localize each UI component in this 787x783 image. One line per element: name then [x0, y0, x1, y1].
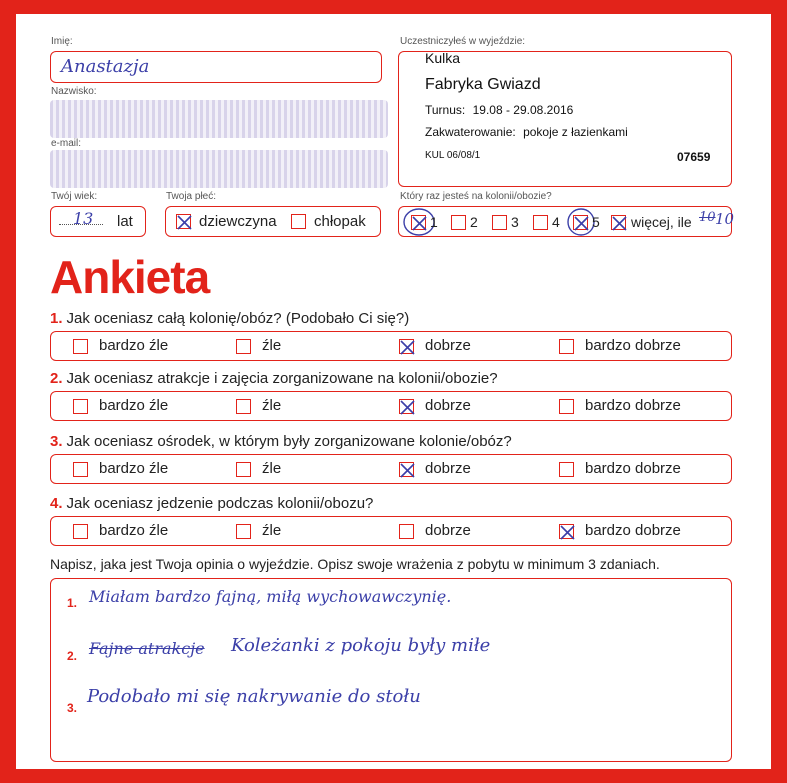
question-1-label: Jak oceniasz całą kolonię/obóz? (Podobało Ci się?): [66, 310, 410, 327]
question-2-option-4-checkbox[interactable]: [559, 399, 574, 414]
camp-accommodation: [425, 125, 628, 139]
times-label: Który raz jesteś na kolonii/obozie?: [400, 191, 552, 202]
opinion-2-num: 2.: [67, 649, 78, 663]
question-4-option-2-checkbox[interactable]: [236, 524, 251, 539]
question-4-option-1-checkbox[interactable]: [73, 524, 88, 539]
opinion-3-text: Podobało mi się nakrywanie do stołu: [87, 686, 421, 707]
opinion-box[interactable]: [50, 578, 732, 762]
question-2-number: 2.: [50, 370, 63, 387]
opinion-3-num: 3.: [67, 701, 78, 715]
times-2-checkbox[interactable]: [451, 215, 466, 230]
question-4-text: [50, 495, 373, 512]
gender-boy-checkbox[interactable]: [291, 214, 306, 229]
question-1-option-2-checkbox[interactable]: [236, 339, 251, 354]
email-redacted: [50, 150, 388, 188]
age-value: 13: [73, 209, 94, 228]
age-field[interactable]: [50, 206, 146, 237]
question-2-option-1-checkbox[interactable]: [73, 399, 88, 414]
accom-value: pokoje z łazienkami: [523, 125, 628, 139]
question-2-option-2-checkbox[interactable]: [236, 399, 251, 414]
gender-girl-checkbox[interactable]: [176, 214, 191, 229]
gender-group: [165, 206, 381, 237]
age-label: Twój wiek:: [51, 191, 98, 202]
opinion-1-text: Miałam bardzo fajną, miłą wychowawczynię.: [89, 587, 452, 606]
gender-boy-label: chłopak: [314, 213, 366, 230]
name-value: Anastazja: [61, 56, 150, 77]
times-1-label: 1: [430, 214, 438, 230]
camp-turnus: [425, 103, 573, 117]
question-1-option-3-checkbox[interactable]: [399, 339, 414, 354]
turnus-value: 19.08 - 29.08.2016: [472, 103, 574, 117]
question-3-option-2-label: źle: [262, 460, 282, 477]
opinion-prompt: Napisz, jaka jest Twoja opinia o wyjeździe. Opisz swoje wrażenia z pobytu w minimum 3 zdaniach.: [50, 556, 660, 572]
camp-code: KUL 06/08/1: [425, 150, 481, 161]
email-label: e-mail:: [51, 138, 82, 149]
opinion-2-text: Koleżanki z pokoju były miłe: [231, 635, 491, 656]
times-2-label: 2: [470, 214, 478, 230]
question-1-option-3-label: dobrze: [425, 337, 471, 354]
question-4-option-4-checkbox[interactable]: [559, 524, 574, 539]
times-more-value: 10: [715, 210, 735, 228]
survey-title: Ankieta: [50, 251, 210, 303]
camp-program: Fabryka Gwiazd: [425, 76, 541, 93]
times-5-label: 5: [592, 214, 600, 230]
name-field[interactable]: [50, 51, 382, 83]
question-3-option-3-checkbox[interactable]: [399, 462, 414, 477]
question-4-option-4-label: bardzo dobrze: [585, 522, 681, 539]
question-3-option-3-label: dobrze: [425, 460, 471, 477]
question-3-text: [50, 433, 512, 450]
survey-sheet: [16, 14, 771, 769]
times-group: [398, 206, 735, 237]
question-1-option-4-label: bardzo dobrze: [585, 337, 681, 354]
question-3-number: 3.: [50, 433, 63, 450]
question-1-text: [50, 310, 409, 327]
question-4-option-2-label: źle: [262, 522, 282, 539]
camp-name: Kulka: [425, 50, 461, 66]
camp-label: Uczestniczyłeś w wyjeździe:: [400, 36, 526, 47]
gender-label: Twoja płeć:: [166, 191, 217, 202]
times-4-label: 4: [552, 214, 560, 230]
times-3-checkbox[interactable]: [492, 215, 507, 230]
question-1-options: [50, 331, 732, 361]
question-3-options: [50, 454, 732, 484]
question-1-option-2-label: źle: [262, 337, 282, 354]
question-4-option-1-label: bardzo źle: [99, 522, 169, 539]
question-1-option-1-label: bardzo źle: [99, 337, 169, 354]
question-4-number: 4.: [50, 495, 63, 512]
times-more-checkbox[interactable]: [611, 215, 626, 230]
question-3-option-4-checkbox[interactable]: [559, 462, 574, 477]
times-3-label: 3: [511, 214, 519, 230]
opinion-1-num: 1.: [67, 596, 78, 610]
question-2-text: [50, 370, 498, 387]
question-4-option-3-checkbox[interactable]: [399, 524, 414, 539]
accom-label: Zakwaterowanie:: [425, 125, 516, 139]
times-more-label: więcej, ile: [631, 214, 692, 230]
question-2-option-3-label: dobrze: [425, 397, 471, 414]
camp-info-box: [398, 51, 732, 187]
question-3-option-2-checkbox[interactable]: [236, 462, 251, 477]
question-1-option-4-checkbox[interactable]: [559, 339, 574, 354]
question-2-label: Jak oceniasz atrakcje i zajęcia zorganizowane na kolonii/obozie?: [66, 370, 498, 387]
camp-number: 07659: [677, 150, 711, 164]
question-3-option-4-label: bardzo dobrze: [585, 460, 681, 477]
gender-girl-label: dziewczyna: [199, 213, 277, 230]
question-2-option-4-label: bardzo dobrze: [585, 397, 681, 414]
question-3-label: Jak oceniasz ośrodek, w którym były zorganizowane kolonie/obóz?: [66, 433, 512, 450]
question-2-option-1-label: bardzo źle: [99, 397, 169, 414]
question-4-label: Jak oceniasz jedzenie podczas kolonii/obozu?: [66, 495, 374, 512]
question-1-number: 1.: [50, 310, 63, 327]
question-2-option-2-label: źle: [262, 397, 282, 414]
times-more-struck: 10: [699, 210, 716, 225]
opinion-2-struck: Fajne atrakcje: [89, 639, 205, 658]
question-4-option-3-label: dobrze: [425, 522, 471, 539]
question-3-option-1-label: bardzo źle: [99, 460, 169, 477]
question-2-option-3-checkbox[interactable]: [399, 399, 414, 414]
surname-label: Nazwisko:: [51, 86, 97, 97]
question-1-option-1-checkbox[interactable]: [73, 339, 88, 354]
turnus-label: Turnus:: [425, 103, 466, 117]
question-2-options: [50, 391, 732, 421]
age-unit: lat: [117, 213, 133, 230]
question-3-option-1-checkbox[interactable]: [73, 462, 88, 477]
surname-redacted: [50, 100, 388, 138]
question-4-options: [50, 516, 732, 546]
name-label: Imię:: [51, 36, 73, 47]
times-4-checkbox[interactable]: [533, 215, 548, 230]
